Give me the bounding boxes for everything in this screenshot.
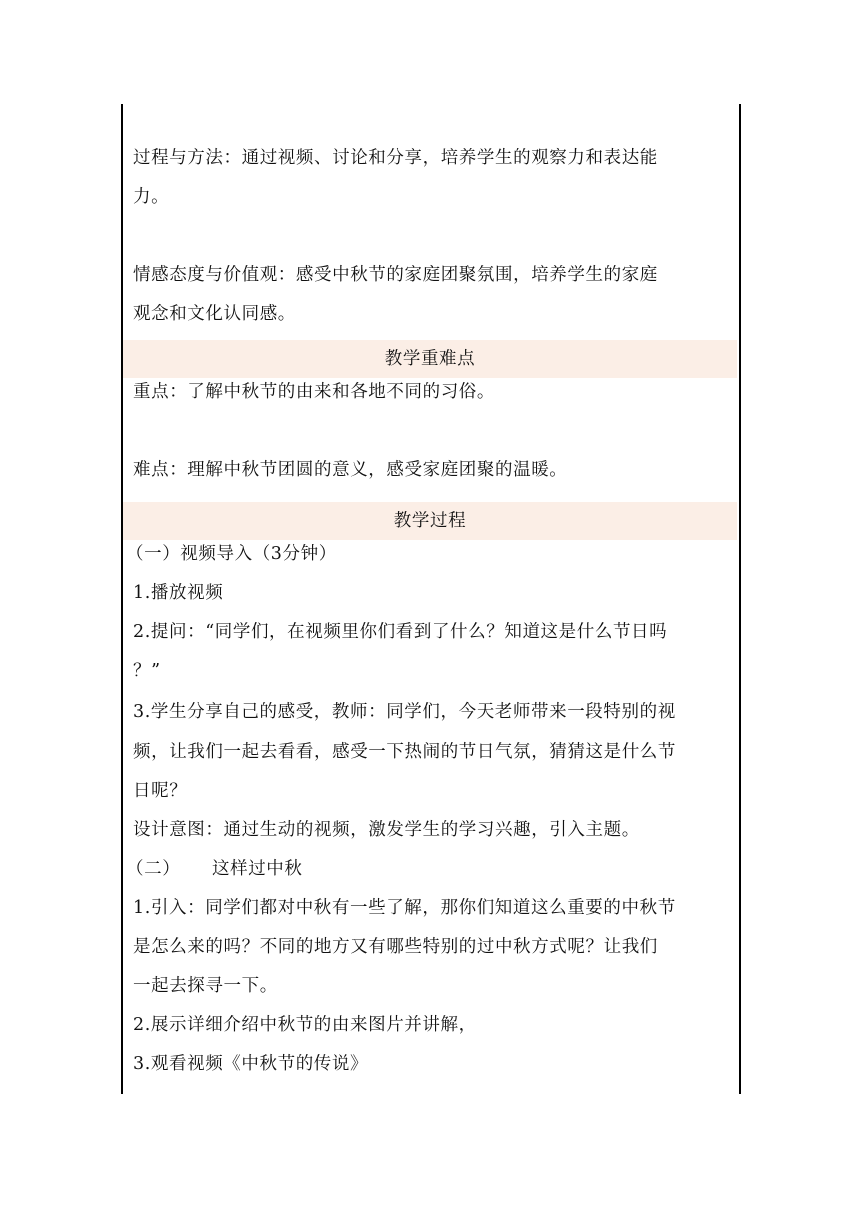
section-2-step-1-line-2: 是怎么来的吗？不同的地方又有哪些特别的过中秋方式呢？让我们 bbox=[133, 937, 658, 957]
design-intent: 设计意图：通过生动的视频，激发学生的学习兴趣，引入主题。 bbox=[133, 820, 640, 840]
key-points-header: 教学重难点 bbox=[384, 349, 476, 369]
emotion-values-line-2: 观念和文化认同感。 bbox=[133, 304, 296, 324]
section-1-title: （一）视频导入（3分钟） bbox=[126, 544, 337, 564]
difficulty-point: 难点：理解中秋节团圆的意义，感受家庭团聚的温暖。 bbox=[133, 460, 568, 480]
process-method-line-1: 过程与方法：通过视频、讨论和分享，培养学生的观察力和表达能 bbox=[133, 148, 658, 168]
section-1-step-2-line-1: 2.提问：“同学们，在视频里你们看到了什么？知道这是什么节日吗 bbox=[133, 622, 668, 642]
section-2-step-1-line-3: 一起去探寻一下。 bbox=[133, 976, 278, 996]
process-header-band bbox=[123, 502, 737, 540]
process-method-line-2: 力。 bbox=[133, 187, 170, 207]
section-2-step-2: 2.展示详细介绍中秋节的由来图片并讲解， bbox=[133, 1015, 477, 1035]
section-2-title: 这样过中秋 bbox=[212, 859, 303, 879]
section-2-step-3: 3.观看视频《中秋节的传说》 bbox=[133, 1054, 369, 1074]
section-1-step-2-line-2: ？” bbox=[133, 661, 161, 681]
process-header: 教学过程 bbox=[393, 511, 467, 531]
section-1-step-3-line-1: 3.学生分享自己的感受，教师：同学们，今天老师带来一段特别的视 bbox=[133, 702, 676, 722]
emotion-values-line-1: 情感态度与价值观：感受中秋节的家庭团聚氛围，培养学生的家庭 bbox=[133, 265, 658, 285]
focus-point: 重点：了解中秋节的由来和各地不同的习俗。 bbox=[133, 382, 495, 402]
section-1-step-1: 1.播放视频 bbox=[133, 583, 224, 603]
section-2-number: （二） bbox=[126, 859, 181, 879]
section-1-step-3-line-3: 日呢？ bbox=[133, 781, 188, 801]
section-1-step-3-line-2: 频，让我们一起去看看，感受一下热闹的节日气氛，猜猜这是什么节 bbox=[133, 742, 676, 762]
key-points-header-band bbox=[123, 340, 737, 378]
section-2-step-1-line-1: 1.引入：同学们都对中秋有一些了解，那你们知道这么重要的中秋节 bbox=[133, 898, 676, 918]
